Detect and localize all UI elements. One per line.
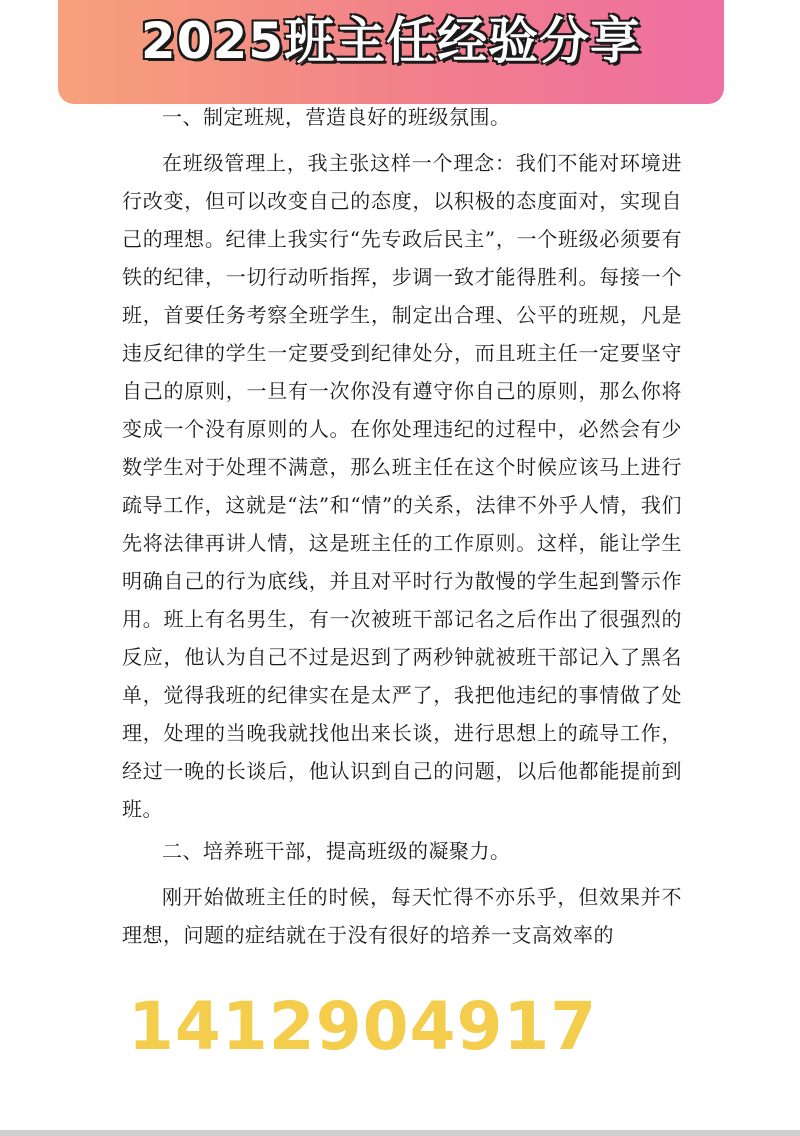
bottom-divider xyxy=(0,1130,800,1136)
section-heading: 一、制定班规，营造良好的班级氛围。 xyxy=(162,105,511,129)
paragraph: 在班级管理上，我主张这样一个理念：我们不能对环境进行改变，但可以改变自己的态度，以积极的态度面对，实现自己的理想。纪律上我实行“先专政后民主”，一个班级必须要有铁的纪律，一切行动听指挥，步调一致才能得胜利。每接一个班，首要任务考察全班学生，制定出合理、公平的班规，凡是违反纪律的学生一定要受到纪律处分，而且班主任一定要坚守自己的原则，一旦有一次你没有遵守你自己的原则，那么你将变成一个没有原则的人。在你处理违纪的过程中，必然会有少数学生对于处理不满意，那么班主任在这个时候应该马上进行疏导工作，这就是“法”和“情”的关系，法律不外乎人情，我们先将法律再讲人情，这是班主任的工作原则。这样，能让学生明确自己的行为底线，并且对平时行为散慢的学生起到警示作用。班上有名男生，有一次被班干部记名之后作出了很强烈的反应，他认为自己不过是迟到了两秒钟就被班干部记入了黑名单，觉得我班的纪律实在是太严了，我把他违纪的事情做了处理，处理的当晚我就找他出来长谈，进行思想上的疏导工作，经过一晚的长谈后，他认识到自己的问题，以后他都能提前到班。 xyxy=(122,151,682,821)
title-banner xyxy=(58,0,724,104)
page-title: 2025班主任经验分享 xyxy=(140,12,642,70)
document-body xyxy=(122,98,682,958)
section-heading: 二、培养班干部，提高班级的凝聚力。 xyxy=(162,839,511,863)
paragraph: 刚开始做班主任的时候，每天忙得不亦乐乎，但效果并不理想，问题的症结就在于没有很好的培养一支高效率的 xyxy=(122,885,682,947)
watermark-number: 1412904917 xyxy=(128,988,598,1065)
